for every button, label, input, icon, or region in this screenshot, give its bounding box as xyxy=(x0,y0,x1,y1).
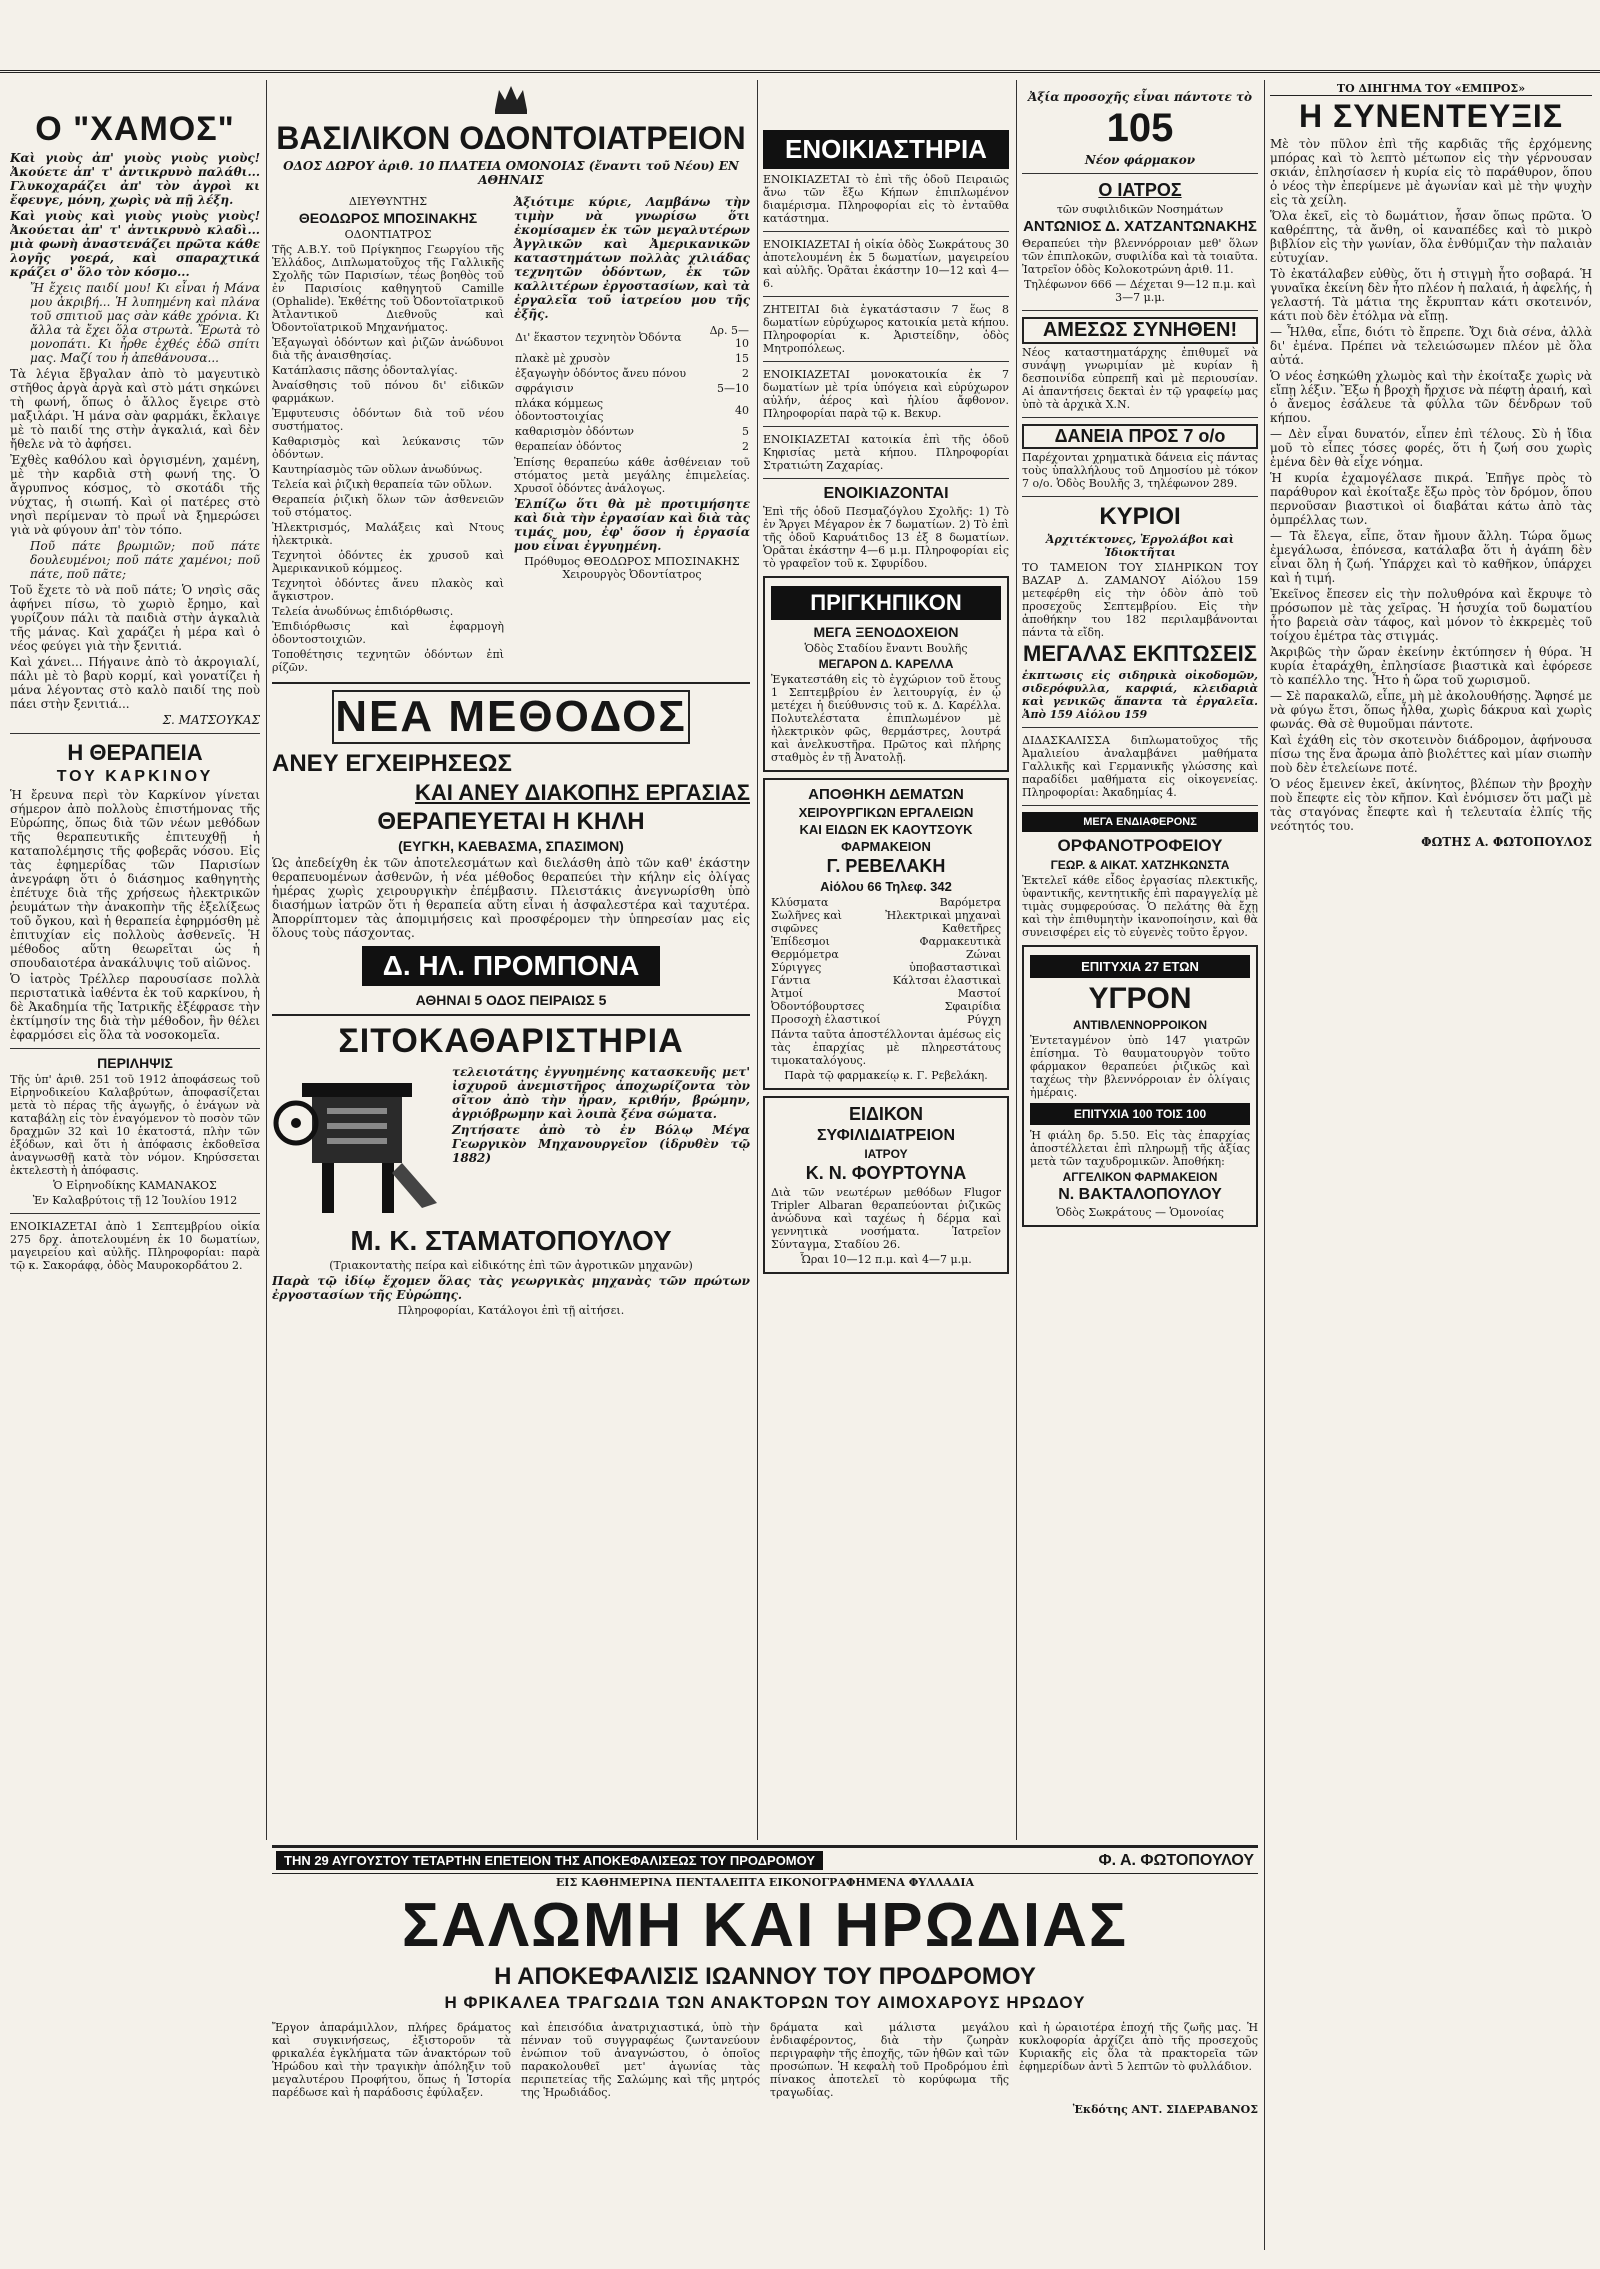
ad-text-column: καὶ ἐπεισόδια ἀνατριχιαστικά, ὑπὸ τὴν πένναν τοῦ συγγραφέως ζωντανεύουν ἐνώπιον τοῦ ἀναγνώστου, ὁ ὁποῖος παρακολουθεῖ μετ' ἀγωνίας τὰς περιπετείας τῆς Σαλώμης καὶ τῆς μητρός της Ἡρωδιάδος. xyxy=(521,2021,760,2099)
ad-note: Πάντα ταῦτα ἀποστέλλονται ἀμέσως εἰς τὰς ἐπαρχίας μὲ πληρεστάτους τιμοκαταλόγους. xyxy=(771,1028,1001,1067)
ad-text-column: δράματα καὶ μάλιστα μεγάλου ἐνδιαφέροντος, διὰ τὴν ζωηρὰν περιγραφὴν τῆς ἐποχῆς, τῶν ἠθῶν καὶ τῶν προσώπων. Ἡ κεφαλὴ τοῦ Προδρόμου ἐπὶ πίνακος ἀποτελεῖ τὸ κορύφωμα τῆς τραγωδίας. xyxy=(770,2021,1009,2099)
ad-address: ΟΔΟΣ ΔΩΡΟΥ ἀριθ. 10 ΠΛΑΤΕΙΑ ΟΜΟΝΟΙΑΣ (ἔναντι τοῦ Νέου) ΕΝ ΑΘΗΝΑΙΣ xyxy=(283,159,739,187)
list-item: Καθετῆρες xyxy=(942,922,1001,935)
ad-name: Γ. ΡΕΒΕΛΑΚΗ xyxy=(826,856,946,876)
ad-text: Νέος καταστηματάρχης ἐπιθυμεῖ νὰ συνάψῃ γνωριμίαν μὲ κυρίαν ἢ δεσποινίδα εὐπρεπῆ καὶ μὲ περιουσίαν. Αἱ ἀπαντήσεις δεκταὶ ἐν τῷ γραφείῳ μας ὑπὸ τὰ ἀρχικὰ Χ.Ν. xyxy=(1022,346,1258,411)
article-paragraph: Ὁ ἰατρὸς Τρέλλερ παρουσίασε πολλὰ περιστατικὰ ἰαθέντα ἐκ τοῦ καρκίνου, ἡ δὲ Ἀκαδημία τῆς Ἰατρικῆς ἐξέφρασε τὴν ἐκτίμησίν της διὰ τὴν μέθοδον, ἣν θέλει ἐφαρμόσει εἰς ὅλα τὰ νοσοκομεῖα. xyxy=(10,972,260,1042)
ad-subtitle: (ΕΥΓΚΗ, ΚΑΕΒΑΣΜΑ, ΣΠΑΣΙΜΟΝ) xyxy=(398,838,624,854)
ad-title: ΣΙΤΟΚΑΘΑΡΙΣΤΗΡΙΑ xyxy=(338,1022,684,1060)
divider xyxy=(1022,417,1258,418)
section-header: ΤΟ ΔΙΗΓΗΜΑ ΤΟΥ «ΕΜΠΡΟΣ» xyxy=(1270,82,1592,96)
ad-title: ΕΙΔΙΚΟΝ xyxy=(848,1104,924,1124)
price-value: 40 xyxy=(735,403,749,417)
ad-text: Ἐκτελεῖ κάθε εἶδος ἐργασίας πλεκτικῆς, ὑφαντικῆς, κεντητικῆς ἐπὶ παραγγελίᾳ μὲ τιμὰς συμφερούσας. Ὁ πελάτης θὰ ἔχῃ καὶ τὴν ἐπιθυμητὴν ἱκανοποίησιν, καὶ θὰ συνεισφέρει εἰς τὸ εὐγενὲς τοῦτο ἔργον. xyxy=(1022,874,1258,939)
divider xyxy=(1022,805,1258,806)
ad-hours: Τηλέφωνον 666 — Δέχεται 9—12 π.μ. καὶ 3—7 μ.μ. xyxy=(1023,278,1257,304)
ad-text: ἐκπτωσις εἰς σιδηρικὰ οἰκοδομῶν, σιδερόφυλλα, καρφιά, κλειδαριὰ καὶ γενικῶς ἅπαντα τὰ ἐργαλεῖα. Ἀπὸ 159 Αἰόλου 159 xyxy=(1022,669,1258,721)
price-table xyxy=(514,323,750,454)
list-item: Ἐπίδεσμοι xyxy=(771,935,830,948)
sito-body xyxy=(272,1063,750,1223)
price-value: 2 xyxy=(742,440,749,453)
ad-address: Ὁδὸς Σωκράτους — Ὁμονοίας xyxy=(1056,1206,1224,1219)
story-paragraph: Τὸ ἐκατάλαβεν εὐθὺς, ὅτι ἡ στιγμὴ ἦτο σοβαρά. Ἡ γυναῖκα ἐκείνη δὲν ἦτο πλέον ἡ παλαιά, ἡ ἀφελής, ἡ γελαστή. Τὰ μάτια της ἔκρυπταν κάτι σκοτεινόν, κάτι ποὺ δὲν ἐτόλμα νὰ εἴπῃ. xyxy=(1270,267,1592,323)
service-item: Θεραπεία ῥιζικὴ ὅλων τῶν ἀσθενειῶν τοῦ στόματος. xyxy=(272,493,504,519)
ad-subtitle: Η ΦΡΙΚΑΛΕΑ ΤΡΑΓΩΔΙΑ ΤΩΝ ΑΝΑΚΤΟΡΩΝ ΤΟΥ ΑΙΜΟΧΑΡΟΥΣ ΗΡΩΔΟΥ xyxy=(444,1993,1086,2012)
article-paragraph: Τοῦ ἔχετε τὸ νὰ ποῦ πάτε; Ὁ νησὶς σᾶς ἀφήνει πίσω, τὸ χωριὸ ἔρημο, καὶ γυρίζουν πάλι τὰ παιδιὰ στὴν ἀγκαλιὰ τῆς μάνας. Καὶ χαράζει ἡ μέρα καὶ ὁ νέος φεύγει γιὰ τὴν ξενιτιά. xyxy=(10,583,260,653)
ad-name: Κ. Ν. ΦΟΥΡΤΟΥΝΑ xyxy=(805,1163,967,1183)
list-item: Σφαιρίδια xyxy=(944,1000,1001,1013)
list-item: Ἠλεκτρικαὶ μηχαναὶ xyxy=(885,909,1001,922)
price-value: Δρ. 5—10 xyxy=(709,324,749,350)
list-item: Ρύγχη xyxy=(967,1013,1001,1026)
divider xyxy=(1022,310,1258,311)
classified-ad: ΕΝΟΙΚΙΑΖΕΤΑΙ τὸ ἐπὶ τῆς ὁδοῦ Πειραιῶς ἄνω τῶν ἔξω Κήπων ἐπιπλωμένον διαμέρισμα. Πληροφορίαι εἰς τὸ ἐνταῦθα κατάστημα. xyxy=(763,173,1009,225)
price-item: ἐξαγωγὴν ὀδόντος ἄνευ πόνου xyxy=(515,367,687,380)
divider xyxy=(1022,496,1258,497)
service-item: Κατάπλασις πᾶσης ὀδονταλγίας. xyxy=(272,364,458,377)
story-paragraph: Μὲ τὸν πῦλον ἐπὶ τῆς καρδιᾶς τῆς ἐρχόμενης μπόρας καὶ τὸ λεπτὸ μέτωπον εἰς τὴν γέρνουσαν σκιάν, ἐπλησίασεν ἡ κυρία εἰς τὸ παράθυρον, ὅπου ὁ νέος τὴν ἐπερίμενε μὲ ἀγωνίαν καὶ μὲ τὴν ψυχὴν εἰς τὰ χείλη. xyxy=(1270,137,1592,207)
ad-title: ΑΠΟΘΗΚΗ ΔΕΜΑΤΩΝ xyxy=(808,786,964,803)
divider xyxy=(10,1213,260,1214)
price-row xyxy=(514,381,750,396)
service-item: Ἐμφυτευσις ὀδόντων διὰ τοῦ νέου συστήματος. xyxy=(272,407,504,433)
ad-text: Ἡ φιάλη δρ. 5.50. Εἰς τὰς ἐπαρχίας ἀποστέλλεται ἐπὶ πληρωμῇ τῆς ἀξίας μετὰ τῶν ταχυδρομικῶν. Ἀποθήκη: xyxy=(1030,1129,1250,1168)
ad-subtitle: Η ΑΠΟΚΕΦΑΛΙΣΙΣ ΙΩΑΝΝΟΥ ΤΟΥ ΠΡΟΔΡΟΜΟΥ xyxy=(494,1963,1036,1990)
ad-subtitle: ΑΓΓΕΛΙΚΟΝ ΦΑΡΜΑΚΕΙΟΝ xyxy=(1062,1170,1218,1184)
service-item: Ἠλεκτρισμός, Μαλάξεις καὶ Ντους ἠλεκτρικὰ. xyxy=(272,521,504,547)
price-item: πλάκα κόμμεως ὀδοντοστοιχίας xyxy=(515,397,604,423)
ad-header: ΜΕΓΑ ΕΝΔΙΑΦΕΡΟΝΣ xyxy=(1022,812,1258,832)
ad-text-column: καὶ ἡ ὡραιοτέρα ἐποχή τῆς ζωῆς μας. Ἡ κυκλοφορία ἀρχίζει ἀπὸ τῆς προσεχοῦς Κυριακῆς εἰς ὅλα τὰ πρακτορεῖα τῶν ἐφημερίδων ἀντὶ 5 λεπτῶν τὸ φυλλάδιον. xyxy=(1019,2021,1258,2073)
dental-note: Ἐπίσης θεραπεύω κάθε ἀσθένειαν τοῦ στόματος μετὰ μεγάλης ἐπιμελείας. Χρυσοῖ ὀδόντες ἀνάλογως. xyxy=(514,456,750,495)
price-item: πλακὲ μὲ χρυσὸν xyxy=(515,352,611,365)
crown-icon xyxy=(491,80,531,116)
divider xyxy=(1022,173,1258,174)
ad-subtitle: ΚΑΙ ΑΝΕΥ ΔΙΑΚΟΠΗΣ ΕΡΓΑΣΙΑΣ xyxy=(415,780,750,805)
story-paragraph: — Δὲν εἶναι δυνατόν, εἶπεν ἐπὶ τέλους. Σὺ ἡ ἴδια μοῦ τὸ εἶπες τόσες φορές, ὅτι ἡ ζωή σου χωρὶς ἐμένα δὲν θὰ εἶχε νόημα. xyxy=(1270,427,1592,469)
ad-signature: Δ. ΗΛ. ΠΡΟΜΠΟΝΑ xyxy=(362,946,660,986)
list-item: Μαστοί xyxy=(957,987,1001,1000)
sito-text-block xyxy=(452,1063,750,1223)
ad-text: Θεραπεύει τὴν βλεννόρροιαν μεθ' ὅλων τῶν ἐπιπλοκῶν, συφιλίδα καὶ τὰ τοιαῦτα. Ἰατρεῖον ὁδὸς Κολοκοτρώνη ἀριθ. 11. xyxy=(1022,237,1258,276)
ad-text-column: Ἔργον ἀπαράμιλλον, πλήρες δράματος καὶ συγκινήσεως, ἐξιστοροῦν τὰ φρικαλέα ἐγκλήματα τῶν ἀνακτόρων τοῦ Ἡρώδου καὶ τὴν τραγικὴν ἀπόληξιν τοῦ μεγαλυτέρου Προφήτου, ὅπως ἡ Ἱστορία παρέδωσε καὶ ἡ παράδοσις ἐφύλαξεν. xyxy=(272,2021,511,2099)
list-item: Φαρμακευτικὰ xyxy=(919,935,1001,948)
ad-header: ΕΠΙΤΥΧΙΑ 27 ΕΤΩΝ xyxy=(1030,955,1250,978)
services-list xyxy=(272,336,504,674)
list-item: Θερμόμετρα xyxy=(771,948,839,961)
ad-subtitle: Νέον φάρμακον xyxy=(1084,153,1196,167)
ad-title: ΑΜΕΣΩΣ ΣΥΝΗΘΕΝ! xyxy=(1022,317,1258,344)
classified-ad: Ἐπὶ τῆς ὁδοῦ Πεσμαζόγλου Σχολῆς: 1) Τὸ ἐν Ἄργει Μέγαρον ἐκ 7 δωματίων. 2) Τὸ ἐπὶ τῆς ὁδοῦ Καρυάτιδος 13 ἐξ 8 δωματίων. Ὁρᾶται ἑκάστην 4—6 μ.μ. Πληροφορίαι εἰς τὸ γραφεῖον τοῦ κ. Σφυρίδου. xyxy=(763,505,1009,570)
dental-left-column xyxy=(272,193,504,676)
notice-title: ΠΕΡΙΛΗΨΙΣ xyxy=(97,1055,173,1071)
ad-address: Αἰόλου 66 Τηλεφ. 342 xyxy=(820,879,952,894)
director-name: ΘΕΟΔΩΡΟΣ ΜΠΟΣΙΝΑΚΗΣ xyxy=(298,210,478,226)
article-paragraph: Ἐχθὲς καθόλου καὶ ὀργισμένη, χαμένη, μὲ τὴν καρδιὰ στὴ φωνή της. Ὁ ἄγρυπνος κόσμος, τὸ σκοτάδι τῆς νύχτας, ἡ σιωπή. Καὶ οἱ πατέρες στὸ νησὶ περίμεναν τὸ πρωΐ νὰ ξημερώσει γιὰ νὰ φύγουν ἀπ' τὸν τόπο. xyxy=(10,453,260,537)
ad-subtitle: ΦΑΡΜΑΚΕΙΟΝ xyxy=(841,839,931,854)
ad-subtitle: ΚΑΙ ΕΙΔΩΝ ΕΚ ΚΑΟΥΤΣΟΥΚ xyxy=(799,822,973,837)
ad-subline: ΕΙΣ ΚΑΘΗΜΕΡΙΝΑ ΠΕΝΤΑΛΕΠΤΑ ΕΙΚΟΝΟΓΡΑΦΗΜΕΝΑ ΦΥΛΛΑΔΙΑ xyxy=(555,1876,975,1889)
ad-note: Ἀξία προσοχῆς εἶναι πάντοτε τὸ xyxy=(1027,90,1253,104)
story-paragraph: Ὁ νέος ἔμεινεν ἐκεῖ, ἀκίνητος, βλέπων τὴν βροχὴν ποὺ ἔπεφτε εἰς τὸν κῆπον. Καὶ ἐνόμισεν ὅτι μαζὶ μὲ τὰς σταγόνας ἔπεφτε καὶ ἡ τελευταία ἐλπίς τῆς νεότητός του. xyxy=(1270,777,1592,833)
service-item: Καυτηρίασμὸς τῶν οὔλων ἀνωδύνως. xyxy=(272,463,483,476)
story-paragraph: Ἀκριβῶς τὴν ὥραν ἐκείνην ἐκτύπησεν ἡ θύρα. Ἡ κυρία ἐταράχθη, ἐπλησίασε βιαστικὰ καὶ ἐφόρεσε τὸ καπέλλο της. Ἦτο ἡ ὥρα τοῦ χωρισμοῦ. xyxy=(1270,645,1592,687)
price-row xyxy=(514,323,750,351)
dental-offer: Ἐλπίζω ὅτι θὰ μὲ προτιμήσητε καὶ διὰ τὴν ἐργασίαν καὶ διὰ τὰς τιμάς μου, ἐφ' ὅσον ἡ ἐργασία μου εἶναι ἐγγυημένη. xyxy=(514,497,750,553)
article-paragraph: Καὶ χάνει... Πήγαινε ἀπὸ τὸ ἀκρογιαλί, πάλι μὲ τὸ βαρὺ κορμί, καὶ γονατίζει ἡ μάνα λέγοντας στὸ καλὸ παιδί της ποὺ πάει στὴν ξενιτιά... xyxy=(10,655,260,711)
ad-top-line xyxy=(272,1845,1258,1874)
ad-hours: Ὧραι 10—12 π.μ. καὶ 4—7 μ.μ. xyxy=(800,1253,972,1266)
poem-stanza: Καὶ γιοὺς καὶ γιοὺς γιοὺς γιοὺς! Ἀκούεται ἀπ' τ' ἀντικρυνὸ κλαδὶ... μιὰ φωνὴ ἀναστενάζει πρῶτα κάθε λογῆς γοερά, καὶ σπαραχτικά κράζει σ' ὅλο τὸν κόσμο... xyxy=(10,209,260,279)
classified-ad: ΕΝΟΙΚΙΑΖΕΤΑΙ ἀπὸ 1 Σεπτεμβρίου οἰκία 275 δρχ. ἀποτελουμένη ἐκ 10 δωματίων, μαγειρείου καὶ αὐλῆς. Πληροφορίαι: παρὰ τῷ κ. Σακοράφᾳ, ὁδὸς Μαυροκορδάτου 2. xyxy=(10,1220,260,1272)
column-4 xyxy=(1022,80,1258,1830)
column-1 xyxy=(10,80,260,2250)
story-paragraph: Ἐκεῖνος ἔπεσεν εἰς τὴν πολυθρόνα καὶ ἔκρυψε τὸ πρόσωπον μὲ τὰς χεῖρας. Ἡ ἡσυχία τοῦ δωματίου ἦτο βαρειὰ σὰν τάφος, καὶ μόνον τὸ ἐκκρεμὲς τοῦ τοίχου ἐμέτρα τὰς στιγμάς. xyxy=(1270,587,1592,643)
director-label: ΔΙΕΥΘΥΝΤΗΣ xyxy=(348,195,428,208)
ad-subtitle: τῶν συφιλιδικῶν Νοσημάτων xyxy=(1056,203,1224,216)
poem-stanza: Καὶ γιοὺς ἀπ' γιοὺς γιοὺς γιοὺς! Ἀκούετε ἀπ' τ' ἀντικρυνὸ παλάθι... Γλυκοχαράζει ἀπ' τὸν ἀγροὶ κι ἔφευγε, μόνη, χωρὶς νὰ πῇ λέξη. xyxy=(10,151,260,207)
ad-subtitle: ΧΕΙΡΟΥΡΓΙΚΩΝ ΕΡΓΑΛΕΙΩΝ xyxy=(798,805,974,820)
classified-ad: ΕΝΟΙΚΙΑΖΕΤΑΙ μονοκατοικία ἐκ 7 δωματίων μὲ τρία ὑπόγεια καὶ εὐρύχωρον αὐλήν, ἀέρος καὶ ἡλίου ἄφθονον. Πληροφορίαι παρὰ τῷ κ. Βεκυρ. xyxy=(763,368,1009,420)
dental-ad-body xyxy=(272,193,750,676)
article-paragraph: Ποῦ πάτε βρωμιῶν; ποῦ πάτε δουλευμένοι; ποῦ πάτε χαμένοι; ποῦ πάτε, ποῦ πᾶτε; xyxy=(30,539,260,581)
service-item: Ἀναίσθησις τοῦ πόνου δι' εἰδικῶν φαρμάκων. xyxy=(272,379,504,405)
list-item: Ζώναι ὑποβασταστικαὶ xyxy=(909,948,1001,974)
article-paragraph: Τὰ λέγια ἔβγαλαν ἀπὸ τὸ μαγευτικὸ στῆθος ἀργὰ ἀργὰ καὶ στὸ μάτι σηκώνει τὴ φωνή, ὅπως ὁ ἄλλος ἔγειρε στὸ μαξιλάρι. Ἡ μάνα σὰν φαρμάκι, ἔκλαιγε μὲ τὸ παιδί της στὴν ἀγκαλιά, καὶ δὲν ἤθελε νὰ τὸ ἀφήσει. xyxy=(10,367,260,451)
story-signature: ΦΩΤΗΣ Α. ΦΩΤΟΠΟΥΛΟΣ xyxy=(1421,835,1592,849)
column-3 xyxy=(763,80,1009,1830)
ad-title: ΔΑΝΕΙΑ ΠΡΟΣ 7 ο/ο xyxy=(1022,424,1258,449)
ad-title: ΝΕΑ ΜΕΘΟΔΟΣ xyxy=(332,690,690,744)
ad-text: Διὰ τῶν νεωτέρων μεθόδων Flugor Tripler Albaran θεραπεύονται ῥιζικῶς ἀνώδυνα καὶ ταχέως ἡ δέρμα καὶ γεννητικὰ νοσήματα. Ἰατρεῖον Σύνταγμα, Σταδίου 26. xyxy=(771,1186,1001,1251)
depot-items xyxy=(771,896,1001,1026)
story-paragraph: Ὁ νέος ἐσηκώθη χλωμὸς καὶ τὴν ἐκοίταξε χωρὶς νὰ εἴπῃ λέξιν. Ἔξω ἡ βροχὴ ἤρχισε νὰ πέφτῃ ἀραιή, καὶ ὁ ἄνεμος ἐσάλευε τὰ φύλλα τῶν δένδρων τοῦ κήπου. xyxy=(1270,369,1592,425)
divider xyxy=(1022,727,1258,728)
ad-name: Μ. Κ. ΣΤΑΜΑΤΟΠΟΥΛΟΥ xyxy=(350,1225,672,1256)
ad-address: Ζητήσατε ἀπὸ τὸ ἐν Βόλῳ Μέγα Γεωργικὸν Μηχανουργεῖον (ἱδρυθὲν τῷ 1882) xyxy=(452,1123,750,1165)
ad-subtitle: ΜΕΓΑ ΞΕΝΟΔΟΧΕΙΟΝ xyxy=(813,624,959,640)
price-row xyxy=(514,396,750,424)
dental-right-column xyxy=(514,193,750,676)
notice-signature: Ὁ Εἰρηνοδίκης ΚΑΜΑΝΑΚΟΣ xyxy=(53,1179,217,1192)
ad-owner: ΜΕΓΑΡΟΝ Δ. ΚΑΡΕΛΛΑ xyxy=(818,657,954,671)
divider xyxy=(763,296,1009,297)
ad-title: ΠΡΙΓΚΗΠΙΚΟΝ xyxy=(771,586,1001,620)
column-2 xyxy=(272,80,750,1830)
ad-text-columns xyxy=(272,2019,1258,2101)
ad-text: Ὡς ἀπεδείχθη ἐκ τῶν ἀποτελεσμάτων καὶ διελάσθη ἀπὸ τῶν καθ' ἑκάστην θεραπευομένων ἀσθενῶν, ἡ νέα μέθοδος θεραπεύει τὴν κήλην εἰς ὀλίγας ἡμέρας χωρὶς χειρουργικὴν ἐπέμβασιν. Πλειστάκις ἀνεγνωρίσθη ὑπὸ διασήμων ἰατρῶν ὅτι ἡ θεραπεία αὕτη εἶναι ἡ ἀσφαλεστέρα καὶ ταχυτέρα. Ἀπορρίπτομεν τὰς ἀπομιμήσεις καὶ προσφέρομεν τὴν ὑπηρεσίαν μας εἰς ὅλους τοὺς πάσχοντας. xyxy=(272,856,750,940)
ad-text: Παρέχονται χρηματικὰ δάνεια εἰς πάντας τοὺς ὑπαλλήλους τοῦ Δημοσίου μὲ τόκον 7 ο/ο. Ὁδὸς Βουλῆς 3, τηλέφωνον 289. xyxy=(1022,451,1258,490)
story-paragraph: Καὶ ἐχάθη εἰς τὸν σκοτεινὸν διάδρομον, ἀφήνουσα πίσω της ἕνα ἄρωμα ἀπὸ βιολέττες καὶ μίαν σιωπὴν ποὺ δὲν ἐτελείωνε ποτέ. xyxy=(1270,733,1592,775)
ad-big-title: ΣΑΛΩΜΗ ΚΑΙ ΗΡΩΔΙΑΣ xyxy=(401,1891,1129,1960)
classified-ad: ΔΙΔΑΣΚΑΛΙΣΣΑ διπλωματοῦχος τῆς Ἀμαλιείου ἀναλαμβάνει μαθήματα Γαλλικῆς καὶ Γερμανικῆς γλώσσης καὶ παραδίδει μαθήματα εἰς οἰκογενείας. Πληροφορίαι: Ἀκαδημίας 4. xyxy=(1022,734,1258,799)
divider xyxy=(10,733,260,734)
ad-note: Παρὰ τῷ φαρμακείῳ κ. Γ. Ρεβελάκη. xyxy=(784,1069,988,1082)
story-title: Η ΣΥΝΕΝΤΕΥΞΙΣ xyxy=(1298,98,1564,134)
ad-title: ΒΑΣΙΛΙΚΟΝ ΟΔΟΝΤΟΙΑΤΡΕΙΟΝ xyxy=(276,120,746,156)
ad-number: 105 xyxy=(1106,106,1174,150)
story-paragraph: Ἡ κυρία ἐχαμογέλασε πικρά. Ἐπῆγε πρὸς τὸ παράθυρον καὶ ἐκοίταξε ἔξω πρὸς τὸν δρόμον, ὅπου περνοῦσαν βιαστικοὶ οἱ διαβάται κάτω ἀπὸ τὰς ὀμπρέλλας των. xyxy=(1270,471,1592,527)
ad-note: (Τριακοντατὴς πείρα καὶ εἰδικότης ἐπὶ τῶν ἀγροτικῶν μηχανῶν) xyxy=(329,1259,693,1272)
ad-text: Ἐντεταγμένον ὑπὸ 147 γιατρῶν ἐπίσημα. Τὸ θαυματουργὸν τοῦτο φάρμακον θεραπεύει ῥιζικῶς καὶ ταχέως τὴν βλεννόρροιαν ἐν ὀλίγαις ἡμέραις. xyxy=(1030,1034,1250,1099)
divider xyxy=(272,682,750,684)
ad-text: Παρὰ τῷ ἰδίῳ ἔχομεν ὅλας τὰς γεωργικὰς μηχανὰς τῶν πρώτων ἐργοστασίων τῆς Εὐρώπης. xyxy=(272,1274,750,1302)
divider xyxy=(763,426,1009,427)
story-paragraph: Ὅλα ἐκεῖ, εἰς τὸ δωμάτιον, ἦσαν ὅπως πρῶτα. Ὁ καθρέπτης, τὰ ἄνθη, οἱ καναπέδες καὶ τὸ μικρὸ βιβλίον εἰς τὴν γωνίαν, ὅλα ἐνθύμιζαν τὴν παλαιὰν εὐτυχίαν. xyxy=(1270,209,1592,265)
ad-address: ΑΘΗΝΑΙ 5 ΟΔΟΣ ΠΕΙΡΑΙΩΣ 5 xyxy=(415,992,607,1008)
notice-date: Ἐν Καλαβρύτοις τῇ 12 Ἰουλίου 1912 xyxy=(32,1194,238,1207)
article-title: Ο "ΧΑΜΟΣ" xyxy=(35,110,235,148)
service-item: Τεχνητοὶ ὀδόντες ἄνευ πλακὸς καὶ ἄγκιστρον. xyxy=(272,577,504,603)
hotel-ad xyxy=(763,576,1009,772)
director-bio: Τῆς Α.Β.Υ. τοῦ Πρίγκηπος Γεωργίου τῆς Ἑλλάδος, Διπλωματοῦχος τῆς Γαλλικῆς Σχολῆς τῶν Παρισίων, τέως βοηθὸς τοῦ ἐν Παρισίοις καθηγητοῦ Camille (Ophalide). Ἐκθέτης τοῦ Ὀδοντοϊατρικοῦ Ἀτλαντικοῦ Διεθνοῦς καὶ Ὀδοντοϊατρικοῦ Μηχανήματος. xyxy=(272,243,504,334)
ad-subtitle: ΣΥΦΙΛΙΔΙΑΤΡΕΙΟΝ xyxy=(816,1127,956,1144)
list-item: Σωλῆνες καὶ σιφῶνες xyxy=(771,909,842,935)
service-item: Ἐπιδιόρθωσις καὶ ἐφαρμογὴ ὀδοντοστοιχιῶν. xyxy=(272,620,504,646)
notice-text: Τῆς ὑπ' ἀριθ. 251 τοῦ 1912 ἀποφάσεως τοῦ Εἰρηνοδικείου Καλαβρύτων, ἀποφασίζεται μετὰ τὸ πέρας τῆς ἀγωγῆς, ὁ ἐνάγων νὰ καταβάλῃ εἰς τὸν ἐναγόμενον τὸ ποσὸν τῶν δραχμῶν 32 καὶ 10 ἑκατοστά, πλὴν τῶν ἐξόδων, καὶ ὅτι ἡ ἀπόφασις ἐκδοθεῖσα ἀναγνωσθῇ κατὰ τὸν νόμον. Κηρύσσεται ἐκτελεστὴ ἡ ἀπόφασις. xyxy=(10,1073,260,1177)
story-paragraph: — Ἦλθα, εἶπε, διότι τὸ ἔπρεπε. Ὄχι διὰ σένα, ἀλλὰ δι' ἐμένα. Πρέπει νὰ τελειώσωμεν πλέον μὲ ὅλα αὐτά. xyxy=(1270,325,1592,367)
ad-subtitle: ΘΕΡΑΠΕΥΕΤΑΙ Η ΚΗΛΗ xyxy=(377,808,645,835)
ad-name: Ν. ΒΑΚΤΑΛΟΠΟΥΛΟΥ xyxy=(1058,1186,1222,1203)
depot-items-right xyxy=(882,896,1001,1026)
story-paragraph: — Σὲ παρακαλῶ, εἶπε, μὴ μὲ ἀκολουθήσῃς. Ἄφησέ με νὰ φύγω ἔτσι, ὅπως ἦλθα, χωρὶς δάκρυα καὶ χωρὶς φωνάς. Θὰ σὲ θυμοῦμαι πάντοτε. xyxy=(1270,689,1592,731)
service-item: Τοποθέτησις τεχνητῶν ὀδόντων ἐπὶ ρίζῶν. xyxy=(272,648,504,674)
list-item: Κλύσματα xyxy=(771,896,829,909)
price-row xyxy=(514,366,750,381)
price-row xyxy=(514,439,750,454)
article-subtitle: ΤΟΥ ΚΑΡΚΙΝΟΥ xyxy=(56,768,214,785)
ad-subtitle: ΓΕΩΡ. & ΑΙΚΑΤ. ΧΑΤΖΗΚΩΝΣΤΑ xyxy=(1050,858,1230,872)
grain-cleaner-machine-icon xyxy=(272,1063,442,1223)
price-value: 2 xyxy=(742,367,749,380)
divider xyxy=(10,1048,260,1049)
divider xyxy=(272,1014,750,1016)
column-5 xyxy=(1270,80,1592,2250)
ad-text: ΤΟ ΤΑΜΕΙΟΝ ΤΟΥ ΣΙΔΗΡΙΚΩΝ ΤΟΥ ΒΑΖΑΡ Δ. ΖΑΜΑΝΟΥ Αἰόλου 159 μετεφέρθη εἰς τὴν ὁδὸν ἀπὸ τοῦ προσεχοῦς Σεπτεμβρίου. Εἰς τὴν ἀποθήκην του 182 περιλαμβάνονται πάντα τὰ εἴδη. xyxy=(1022,561,1258,639)
book-ad xyxy=(272,1845,1258,2255)
ad-subtitle: ΑΝΤΙΒΛΕΝΝΟΡΡΟΙΚΟΝ xyxy=(1072,1018,1208,1032)
ad-title: Ο ΙΑΤΡΟΣ xyxy=(1098,180,1182,200)
ad-title: ΚΥΡΙΟΙ xyxy=(1099,503,1181,530)
service-item: Τελεία ἀνωδύνως ἐπιδιόρθωσις. xyxy=(272,605,454,618)
ad-title: ΟΡΦΑΝΟΤΡΟΦΕΙΟΥ xyxy=(1057,836,1223,855)
column-divider xyxy=(1016,80,1017,1840)
classified-ad: ΕΝΟΙΚΙΑΖΕΤΑΙ κατοικία ἐπὶ τῆς ὁδοῦ Κηφισίας μετὰ κήπου. Πληροφορίαι Στρατιώτη Ζαχαρίας. xyxy=(763,433,1009,472)
price-row xyxy=(514,424,750,439)
classified-ad: ΕΝΟΙΚΙΑΖΕΤΑΙ ἡ οἰκία ὁδὸς Σωκράτους 30 ἀποτελουμένη ἐκ 5 δωματίων, μαγειρείου καὶ αὐλῆς. Ὁρᾶται ἑκάστην 10—12 καὶ 4—6. xyxy=(763,238,1009,290)
list-item: Γάντια xyxy=(771,974,811,987)
ad-title: ΕΝΟΙΚΙΑΖΟΝΤΑΙ xyxy=(823,485,949,502)
price-value: 5 xyxy=(742,425,749,438)
price-item: σφράγισιν xyxy=(515,382,574,395)
service-item: Ἐξαγωγαὶ ὀδόντων καὶ ῥιζῶν ἀνώδυνοι διὰ τῆς ἀναισθησίας. xyxy=(272,336,504,362)
list-item: Σύριγγες xyxy=(771,961,822,974)
ad-subtitle: Ἀρχιτέκτονες, Ἐργολάβοι καὶ Ἰδιοκτῆται xyxy=(1045,533,1235,559)
divider xyxy=(763,361,1009,362)
divider xyxy=(763,478,1009,479)
masthead-rule xyxy=(0,70,1600,73)
list-item: Βαρόμετρα xyxy=(939,896,1001,909)
ad-title: ΥΓΡΟΝ xyxy=(1088,982,1192,1015)
story-paragraph: — Τὰ ἔλεγα, εἶπε, ὅταν ἤμουν ἄλλη. Τώρα ὅμως ἐμεγάλωσα, ἐπόνεσα, κατάλαβα ὅτι ἡ ἀγάπη δὲν εἶναι ὅλη ἡ ζωή. Ὑπάρχει καὶ τὸ καθῆκον, ὑπάρχει καὶ ἡ τιμή. xyxy=(1270,529,1592,585)
depot-ad xyxy=(763,778,1009,1090)
ad-date-line: ΤΗΝ 29 ΑΥΓΟΥΣΤΟΥ ΤΕΤΑΡΤΗΝ ΕΠΕΤΕΙΟΝ ΤΗΣ ΑΠΟΚΕΦΑΛΙΣΕΩΣ ΤΟΥ ΠΡΟΔΡΟΜΟΥ xyxy=(276,1851,823,1870)
price-value: 15 xyxy=(735,352,749,365)
service-item: Τεχνητοὶ ὀδόντες ἐκ χρυσοῦ καὶ Ἀμερικανικοῦ κόμμεος. xyxy=(272,549,504,575)
ad-publisher: Ἐκδότης ΑΝΤ. ΣΙΔΕΡΑΒΑΝΟΣ xyxy=(1072,2103,1258,2116)
director-role: ΟΔΟΝΤΙΑΤΡΟΣ xyxy=(344,228,432,241)
depot-items-left xyxy=(771,896,882,1026)
price-value: 5—10 xyxy=(717,382,749,395)
ad-text: Ἐγκατεστάθη εἰς τὸ ἐγχώριον τοῦ ἔτους 1 Σεπτεμβρίου ἐν λειτουργίᾳ, ἐν ᾧ μετέχει ἡ διεύθυνσις τοῦ κ. Δ. Καρέλλα. Πολυτελέστατα ἐπιπλωμένον μὲ ἠλεκτρικὸν φῶς, θερμάστρες, λουτρά καὶ ἀνελκυστῆρα. Πρῶτος καὶ πλήρης σταθμὸς ἐν τῇ Ἀνατολῇ. xyxy=(771,673,1001,764)
poem-stanza: Ἤ ἔχεις παιδί μου! Κι εἶναι ἡ Μάνα μου ἀκριβή... Ἡ λυπημένη καὶ πλάνα τοῦ σπιτιοῦ μας σὰν κάθε χρόνια. Κι ἄλλα τὰ ἔχει ὅλα στρωτὰ. Ἔρωτὰ τὸ μονοπάτι. Κι ἦρθε ἐχθές ἐδῶ σπίτι μας. Μαζί του ἡ ἀπεθάνουσα... xyxy=(30,281,260,365)
ad-subtitle: ΑΝΕΥ ΕΓΧΕΙΡΗΣΕΩΣ xyxy=(272,750,512,777)
article-paragraph: Ἡ ἔρευνα περὶ τὸν Καρκίνον γίνεται σήμερον ἀπὸ πολλοὺς ἐπιστήμονας τῆς Εὐρώπης, ὅπως διὰ τῶν νέων μεθόδων τῆς θεραπευτικῆς ἐπιτευχθῇ ἡ καταπολέμησις τῆς φοβερᾶς νόσου. Εἰς τὰς ἐφημερίδας τῶν Παρισίων ἀνεγράφη ὅτι ὁ διάσημος καθηγητὴς ἐπέτυχε διὰ τῆς χρήσεως ἠλεκτρικῶν ῥευμάτων τὴν ἀνακοπὴν τῆς ἐξελίξεως τοῦ ὄγκου, καὶ ἡ θεραπεία ἐφηρμόσθη μὲ ἐπιτυχίαν εἰς πολλοὺς ἀσθενεῖς. Ἡ μέθοδος αὕτη θεωρεῖται ὡς ἡ σπουδαιοτέρα ἀνακάλυψις τοῦ αἰῶνος. xyxy=(10,788,260,970)
article-signature: Σ. ΜΑΤΣΟΥΚΑΣ xyxy=(162,713,260,727)
price-item: θεραπείαν ὀδόντος xyxy=(515,440,622,453)
price-row xyxy=(514,351,750,366)
column-divider xyxy=(757,80,758,1840)
ad-name: ΑΝΤΩΝΙΟΣ Δ. ΧΑΤΖΑΝΤΩΝΑΚΗΣ xyxy=(1023,218,1257,235)
service-item: Τελεία καὶ ῥιζικὴ θεραπεία τῶν οὔλων. xyxy=(272,478,493,491)
list-item: Κάλτσαι ἐλαστικαὶ xyxy=(892,974,1001,987)
clinic-ad xyxy=(763,1096,1009,1274)
price-item: Δι' ἕκαστον τεχνητὸν Ὀδόντα xyxy=(515,330,682,344)
list-item: Ὀδοντόβουρτσες xyxy=(771,1000,865,1013)
ad-header: ΕΠΙΤΥΧΙΑ 100 ΤΟΙΣ 100 xyxy=(1030,1103,1250,1125)
list-item: Προσοχὴ ἐλαστικοί xyxy=(771,1013,881,1026)
column-divider xyxy=(266,80,267,1840)
ad-address: Ὁδὸς Σταδίου ἔναντι Βουλῆς xyxy=(804,642,968,655)
ad-info: Πληροφορίαι, Κατάλογοι ἐπὶ τῇ αἰτήσει. xyxy=(397,1304,625,1317)
ad-text: τελειοτάτης ἐγγυημένης κατασκευῆς μετ' ἰσχυροῦ ἀνεμιστῆρος ἀποχωρίζοντα τὸν σῖτον ἀπὸ τὴν ἦραν, κριθήν, βρώμην, ἀγριόβρωμην καὶ λοιπὰ ξένα σώματα. xyxy=(452,1065,750,1121)
column-divider xyxy=(1264,80,1265,2250)
ad-author: Φ. Α. ΦΩΤΟΠΟΥΛΟΥ xyxy=(1098,1851,1254,1869)
price-item: καθαρισμὸν ὀδόντων xyxy=(515,425,634,438)
remedy-ad xyxy=(1022,945,1258,1227)
ad-title: ΜΕΓΑΛΑΣ ΕΚΠΤΩΣΕΙΣ xyxy=(1023,641,1257,666)
classified-ad: ΖΗΤΕΙΤΑΙ διὰ ἐγκατάστασιν 7 ἕως 8 δωματίων εὐρύχωρος κατοικία μετὰ κήπου. Πληροφορίαι κ. Ἀριστείδην, ὁδὸς Μητροπόλεως. xyxy=(763,303,1009,355)
service-item: Καθαρισμὸς καὶ λεύκανσις τῶν ὀδόντων. xyxy=(272,435,504,461)
dental-intro: Ἀξιότιμε κύριε, Λαμβάνω τὴν τιμὴν νὰ γνωρίσω ὅτι ἐκομίσαμεν ἐκ τῶν μεγαλυτέρων Ἀγγλικῶν καὶ Ἀμερικανικῶν καταστημάτων πολλὰς χιλιάδας τεχνητῶν ὀδόντων, ἐκ τῶν καλλιτέρων ἐργοστασίων, καὶ τὰ ἐργαλεῖα τοῦ ἰατρείου μου τῆς ἐξῆς. xyxy=(514,195,750,321)
list-item: Ἀτμοί xyxy=(771,987,804,1000)
section-title: ΕΝΟΙΚΙΑΣΤΗΡΙΑ xyxy=(763,130,1009,169)
dental-signature: Πρόθυμος ΘΕΟΔΩΡΟΣ ΜΠΟΣΙΝΑΚΗΣ Χειρουργὸς Ὀδοντίατρος xyxy=(524,555,740,581)
article-title: Η ΘΕΡΑΠΕΙΑ xyxy=(67,740,203,765)
divider xyxy=(763,231,1009,232)
ad-role: ΙΑΤΡΟΥ xyxy=(864,1147,908,1161)
